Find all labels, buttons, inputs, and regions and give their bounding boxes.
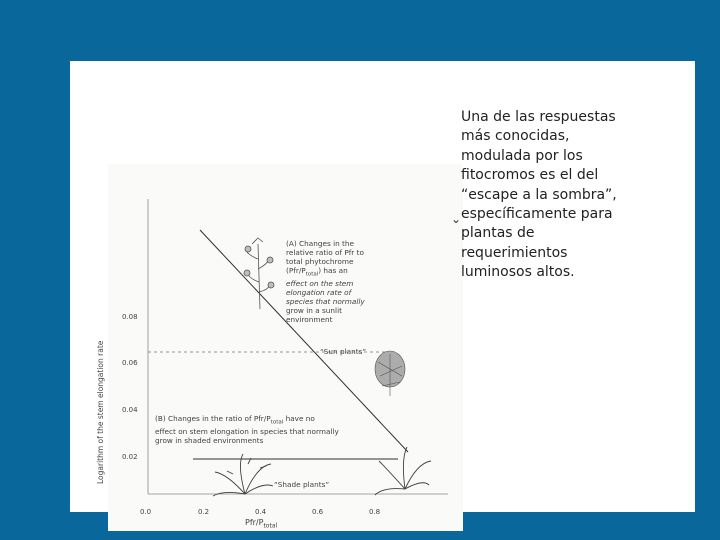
annotation-b-line: grow in shaded environments (155, 436, 264, 446)
slide (70, 61, 695, 530)
x-axis-label-sub: total (263, 522, 278, 530)
caption-line: “escape a la sombra”, (461, 186, 617, 203)
y-tick-label: 0.08 (122, 313, 138, 321)
y-tick-label: 0.04 (122, 406, 138, 414)
caption-line: plantas de (461, 225, 535, 242)
annotation-a-line: species that normally (286, 297, 365, 307)
x-tick-label: 0.8 (369, 508, 381, 516)
caption-text (461, 108, 681, 283)
annotation-a-line: (A) Changes in the (286, 239, 355, 248)
y-axis-label: Logarithm of the stem elongation rate (96, 340, 105, 484)
shade-plant-right-illustration (375, 447, 431, 495)
caption-line: luminosos altos. (461, 264, 575, 281)
annotation-a-line: grow in a sunlit (286, 306, 342, 316)
handwritten-check-mark: ⌄ (451, 212, 462, 226)
annotation-b-part: have no (283, 414, 315, 423)
caption-line: fitocromos es el del (461, 167, 599, 184)
annotation-b-line (155, 414, 395, 427)
shade-plants-label: “Shade plants” (274, 480, 330, 489)
annotation-b (155, 414, 395, 445)
annotation-b-line: effect on stem elongation in species that normally (155, 427, 339, 437)
x-tick-label: 0.2 (198, 508, 210, 516)
annotation-a-part: (Pfr/P (286, 266, 306, 275)
caption-line: más conocidas, (461, 128, 570, 145)
annotation-a-line: relative ratio of Pfr to (286, 248, 364, 257)
x-tick-label: 0.6 (312, 508, 324, 516)
scanned-figure (96, 164, 463, 531)
sun-plant-illustration (244, 238, 274, 309)
annotation-b-sub: total (270, 419, 284, 426)
sun-plant-right-illustration (375, 351, 405, 396)
annotation-a-line: elongation rate of (286, 288, 352, 298)
caption-line: modulada por los (461, 147, 583, 164)
y-tick-label: 0.06 (122, 359, 138, 367)
caption-line: específicamente para (461, 206, 613, 223)
annotation-a (286, 239, 396, 324)
figure-graphics (108, 164, 463, 531)
caption-line: requerimientos (461, 244, 568, 261)
y-tick-label: 0.02 (122, 453, 138, 461)
annotation-a-line (286, 266, 396, 279)
x-axis-label (245, 518, 277, 530)
caption-line: Una de las respuestas (461, 109, 616, 125)
annotation-a-line: environment (286, 315, 333, 325)
x-tick-label: 0.4 (255, 508, 267, 516)
shade-plant-left-illustration (213, 454, 273, 496)
x-axis-label-main: Pfr/P (245, 518, 264, 527)
annotation-b-part: (B) Changes in the ratio of Pfr/P (155, 414, 271, 423)
annotation-a-part: ) has an (318, 266, 348, 275)
sun-plants-label: “Sun plants” (320, 347, 367, 356)
annotation-a-line: total phytochrome (286, 257, 354, 266)
annotation-a-sub: total (305, 271, 319, 278)
x-tick-label: 0.0 (140, 508, 152, 516)
annotation-a-line: effect on the stem (286, 279, 354, 289)
